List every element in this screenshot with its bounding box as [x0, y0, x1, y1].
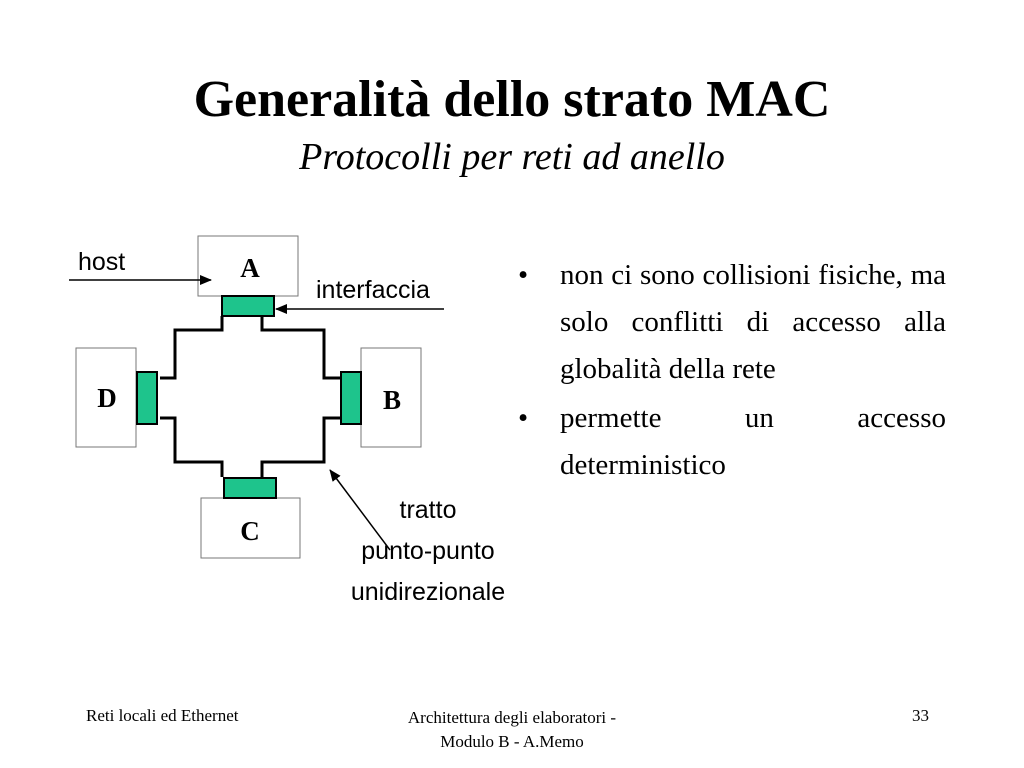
bullet-item — [518, 252, 946, 393]
link-a-to-d — [160, 316, 222, 378]
host-label-c: C — [240, 516, 260, 546]
bullet-text: permette un accesso deterministico — [560, 402, 946, 481]
callout-interface-label: interfaccia — [316, 276, 430, 304]
bullet-text: non ci sono collisioni fisiche, ma solo conflitti di accesso alla globalità della rete — [560, 259, 946, 385]
interface-b — [341, 372, 361, 424]
callout-link-line1: tratto — [399, 496, 457, 524]
bullet-dot-icon: • — [518, 259, 529, 291]
slide-title: Generalità dello strato MAC — [193, 71, 831, 128]
footer-page-number: 33 — [912, 706, 929, 725]
bullet-list — [518, 252, 946, 489]
interface-a — [222, 296, 274, 316]
footer-module-line2: Modulo B - A.Memo — [440, 732, 584, 751]
host-label-a: A — [240, 253, 260, 283]
link-d-to-c — [160, 418, 222, 477]
slide-subtitle: Protocolli per reti ad anello — [299, 136, 725, 178]
host-label-b: B — [382, 385, 402, 415]
bullet-item — [518, 395, 946, 489]
link-b-to-c — [262, 418, 340, 477]
link-a-to-b — [262, 316, 340, 378]
host-label-d: D — [97, 383, 117, 413]
interface-d — [137, 372, 157, 424]
bullet-dot-icon: • — [518, 402, 529, 434]
interface-c — [224, 478, 276, 498]
callout-host-label: host — [78, 248, 126, 276]
callout-link-line2: punto-punto — [361, 537, 495, 565]
callout-link-line3: unidirezionale — [350, 578, 506, 606]
footer-module — [362, 706, 662, 754]
footer-course: Reti locali ed Ethernet — [86, 706, 239, 725]
footer-module-line1: Architettura degli elaboratori - — [407, 708, 617, 727]
ring-links — [160, 316, 340, 477]
